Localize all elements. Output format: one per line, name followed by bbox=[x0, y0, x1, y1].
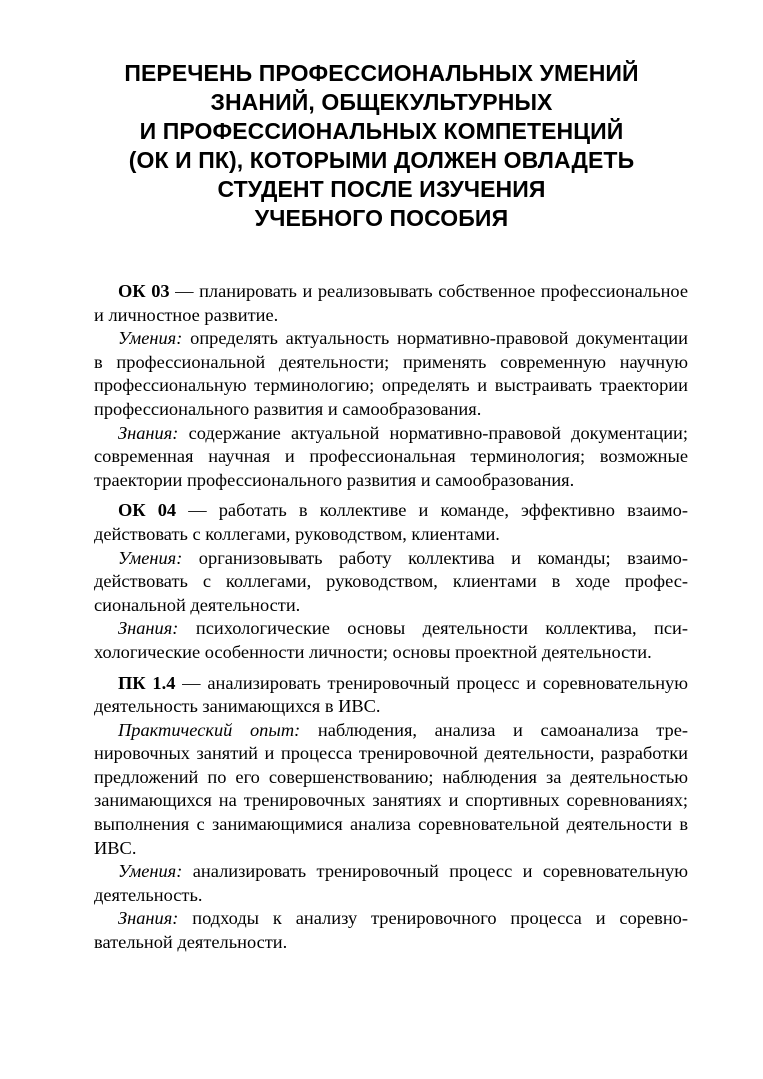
item-text: анализировать тренировочный процесс и соревновательную деятельность. bbox=[94, 861, 688, 905]
competency-description: — работать в коллективе и команде, эффективно взаимодействовать с коллегами, руководством, клиентами. bbox=[94, 500, 688, 544]
competency-ok03 bbox=[94, 280, 688, 327]
title-line: СТУДЕНТ ПОСЛЕ ИЗУЧЕНИЯ bbox=[217, 176, 546, 202]
competency-list bbox=[94, 280, 688, 955]
title-line: УЧЕБНОГО ПОСОБИЯ bbox=[254, 205, 509, 231]
title-line: И ПРОФЕССИОНАЛЬНЫХ КОМПЕТЕНЦИЙ bbox=[139, 118, 624, 144]
item-label: Знания: bbox=[118, 908, 179, 929]
item-label: Знания: bbox=[118, 618, 179, 639]
competency-description: — планировать и реализовывать собственное профессиональное и личностное развитие. bbox=[94, 281, 689, 325]
item-text: содержание актуальной нормативно-правовой документации; современная научная и профессиональная терминология; возможные траектории профессионального развития и самообразования. bbox=[94, 422, 688, 490]
item-text: психологические основы деятельности коллектива, психологические особенности личности; основы проектной деятельности. bbox=[94, 618, 688, 662]
item-text: наблюдения, анализа и самоанализа тренировочных занятий и процесса тренировочной деятельности, разработки предложений по его совершенствованию; наблюдения за деятельностью занимающихся на тренировочных занятиях и спортивных соревнованиях; выполнения с занимающимися анализа соревновательной деятельности в ИВС. bbox=[94, 719, 688, 858]
title-line: ПЕРЕЧЕНЬ ПРОФЕССИОНАЛЬНЫХ УМЕНИЙ bbox=[124, 60, 639, 86]
item-label: Практический опыт: bbox=[118, 719, 301, 740]
title-line: (ОК И ПК), КОТОРЫМИ ДОЛЖЕН ОВЛАДЕТЬ bbox=[128, 147, 635, 173]
page-title bbox=[40, 59, 723, 233]
competency-pk14-practice bbox=[94, 719, 688, 861]
competency-ok04-skills bbox=[94, 547, 688, 618]
competency-code: ПК 1.4 bbox=[118, 672, 176, 693]
item-label: Умения: bbox=[118, 861, 183, 882]
competency-ok04-knowledge bbox=[94, 617, 688, 664]
item-label: Знания: bbox=[118, 422, 179, 443]
competency-description: — анализировать тренировочный процесс и соревновательную деятельность занимающихся в ИВС. bbox=[94, 672, 688, 717]
title-line: ЗНАНИЙ, ОБЩЕКУЛЬТУРНЫХ bbox=[210, 89, 553, 115]
competency-ok03-skills bbox=[94, 327, 688, 421]
competency-pk14-knowledge bbox=[94, 907, 688, 954]
item-label: Умения: bbox=[118, 328, 183, 349]
item-label: Умения: bbox=[118, 547, 183, 568]
competency-ok04 bbox=[94, 499, 688, 546]
competency-ok03-knowledge bbox=[94, 422, 688, 493]
competency-pk14-skills bbox=[94, 860, 688, 907]
item-text: организовывать работу коллектива и команды; взаимодействовать с коллегами, руководством, клиентами в ходе профессиональной деятельности. bbox=[94, 547, 688, 615]
competency-code: ОК 04 bbox=[118, 500, 177, 521]
competency-pk14 bbox=[94, 672, 688, 719]
item-text: определять актуальность нормативно-правовой документации в профессиональной деятельности; применять современную научную профессиональную терминологию; определять и выстраивать траектории профессионального развития и самообразования. bbox=[94, 328, 688, 419]
competency-code: ОК 03 bbox=[118, 281, 170, 301]
item-text: подходы к анализу тренировочного процесса и соревновательной деятельности. bbox=[94, 908, 688, 953]
